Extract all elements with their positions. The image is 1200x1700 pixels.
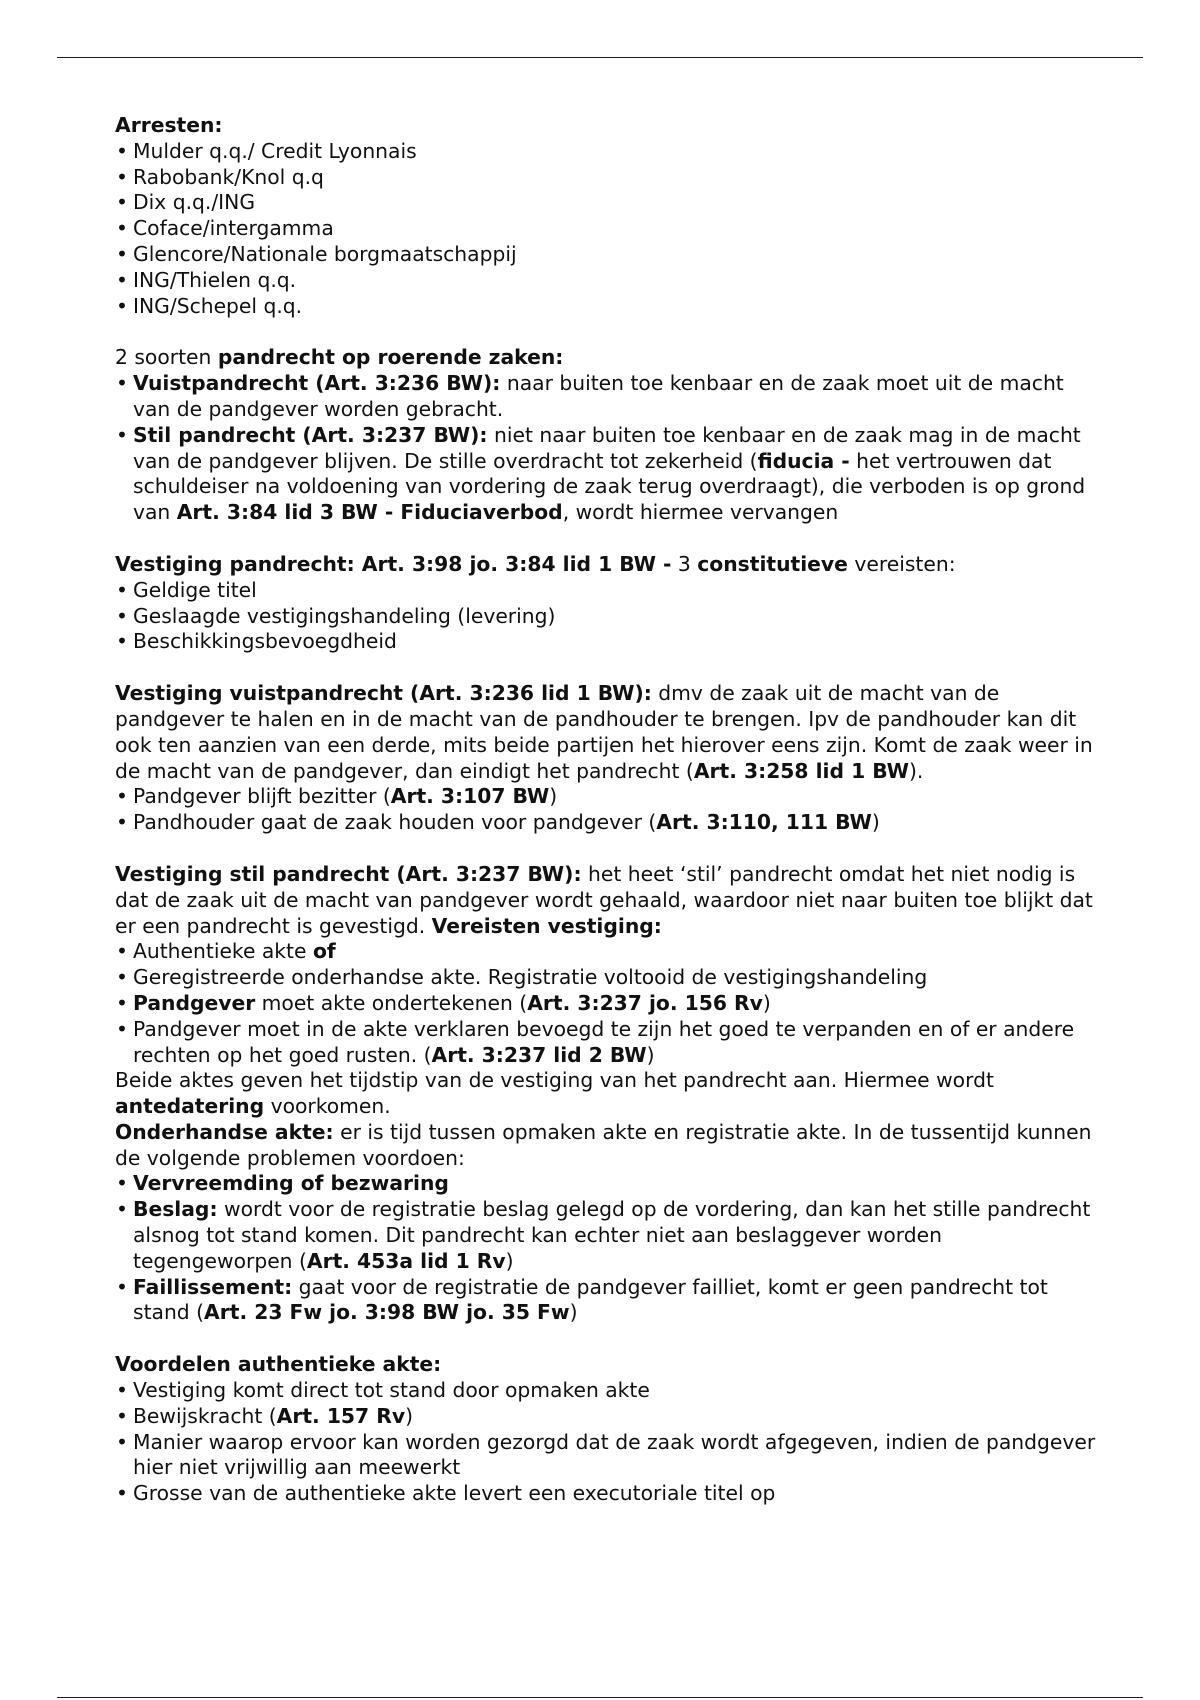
vestiging-heading: Vestiging pandrecht: Art. 3:98 jo. 3:84 lid 1 BW - 3 constitutieve vereisten: xyxy=(115,551,956,576)
soorten-intro: 2 soorten pandrecht op roerende zaken: xyxy=(115,345,564,370)
list-item: • Faillissement: gaat voor de registratie de pandgever failliet, komt er geen pandrecht tot stand (Art. 23 Fw jo. 3:98 BW jo. 35 Fw) xyxy=(115,1275,1100,1327)
list-item: • Pandgever moet in de akte verklaren bevoegd te zijn het goed te verpanden en of er andere rechten op het goed rusten. (Art. 3:237 lid 2 BW) xyxy=(115,1017,1100,1069)
list-item: • Geslaagde vestigingshandeling (levering) xyxy=(115,604,1100,630)
section-vestiging xyxy=(115,552,1100,655)
list-item: • Glencore/Nationale borgmaatschappij xyxy=(115,242,1100,268)
list-item: • Pandhouder gaat de zaak houden voor pandgever (Art. 3:110, 111 BW) xyxy=(115,810,1100,836)
section-soorten xyxy=(115,345,1100,526)
voordelen-list xyxy=(115,1378,1100,1507)
list-item: • Dix q.q./ING xyxy=(115,190,1100,216)
list-item: • Geregistreerde onderhandse akte. Registratie voltooid de vestigingshandeling xyxy=(115,965,1100,991)
soorten-list xyxy=(115,371,1100,526)
section-arresten xyxy=(115,113,1100,319)
list-item: • Grosse van de authentieke akte levert een executoriale titel op xyxy=(115,1481,1100,1507)
list-item: • Stil pandrecht (Art. 3:237 BW): niet naar buiten toe kenbaar en de zaak mag in de macht van de pandgever blijven. De stille overdracht tot zekerheid (fiducia - het vertrouwen dat schuldeiser na voldoening van vordering de zaak terug overdraagt), die verboden is op grond van Art. 3:84 lid 3 BW - Fiduciaverbod, wordt hiermee vervangen xyxy=(115,423,1100,526)
problemen-list xyxy=(115,1171,1100,1326)
footer-rule xyxy=(57,1697,1143,1698)
document-body xyxy=(115,113,1100,1507)
list-item: • Pandgever blijft bezitter (Art. 3:107 BW) xyxy=(115,784,1100,810)
vestiging-list xyxy=(115,578,1100,655)
list-item: • Authentieke akte of xyxy=(115,939,1100,965)
list-item: • Beslag: wordt voor de registratie beslag gelegd op de vordering, dan kan het stille pandrecht alsnog tot stand komen. Dit pandrecht kan echter niet aan beslaggever worden tegengeworpen (Art. 453a lid 1 Rv) xyxy=(115,1197,1100,1274)
heading-arresten: Arresten: xyxy=(115,113,223,137)
list-item: • Manier waarop ervoor kan worden gezorgd dat de zaak wordt afgegeven, indien de pandgever hier niet vrijwillig aan meewerkt xyxy=(115,1430,1100,1482)
voordelen-heading: Voordelen authentieke akte: xyxy=(115,1352,442,1377)
list-item: • Vestiging komt direct tot stand door opmaken akte xyxy=(115,1378,1100,1404)
arresten-list xyxy=(115,139,1100,320)
list-item: • Beschikkingsbevoegdheid xyxy=(115,629,1100,655)
list-item: • Pandgever moet akte ondertekenen (Art. 3:237 jo. 156 Rv) xyxy=(115,991,1100,1017)
onderhandse-akte-paragraph: Onderhandse akte: er is tijd tussen opmaken akte en registratie akte. In de tussentijd kunnen de volgende problemen voordoen: xyxy=(115,1119,1092,1170)
vestiging-vuist-paragraph: Vestiging vuistpandrecht (Art. 3:236 lid 1 BW): dmv de zaak uit de macht van de pandgever te halen en in de macht van de pandhouder te brengen. Ipv de pandhouder kan dit ook ten aanzien van een derde, mits beide partijen het hierover eens zijn. Komt de zaak weer in de macht van de pandgever, dan eindigt het pandrecht (Art. 3:258 lid 1 BW). xyxy=(115,681,1093,783)
header-rule xyxy=(57,57,1143,58)
vestiging-vuist-list xyxy=(115,784,1100,836)
vestiging-stil-list xyxy=(115,939,1100,1068)
list-item: • Coface/intergamma xyxy=(115,216,1100,242)
list-item: • Vervreemding of bezwaring xyxy=(115,1171,1100,1197)
beide-aktes-paragraph: Beide aktes geven het tijdstip van de vestiging van het pandrecht aan. Hiermee wordt antedatering voorkomen. xyxy=(115,1068,994,1119)
list-item: • Rabobank/Knol q.q xyxy=(115,165,1100,191)
list-item: • ING/Schepel q.q. xyxy=(115,294,1100,320)
section-voordelen xyxy=(115,1352,1100,1507)
vestiging-stil-paragraph: Vestiging stil pandrecht (Art. 3:237 BW): het heet ‘stil’ pandrecht omdat het niet nodig is dat de zaak uit de macht van pandgever wordt gehaald, waardoor niet naar buiten toe blijkt dat er een pandrecht is gevestigd. Vereisten vestiging: xyxy=(115,861,1093,938)
list-item: • Vuistpandrecht (Art. 3:236 BW): naar buiten toe kenbaar en de zaak moet uit de macht van de pandgever worden gebracht. xyxy=(115,371,1100,423)
section-vestiging-vuist xyxy=(115,681,1100,836)
list-item: • Bewijskracht (Art. 157 Rv) xyxy=(115,1404,1100,1430)
list-item: • Geldige titel xyxy=(115,578,1100,604)
list-item: • Mulder q.q./ Credit Lyonnais xyxy=(115,139,1100,165)
list-item: • ING/Thielen q.q. xyxy=(115,268,1100,294)
section-vestiging-stil xyxy=(115,862,1100,1326)
